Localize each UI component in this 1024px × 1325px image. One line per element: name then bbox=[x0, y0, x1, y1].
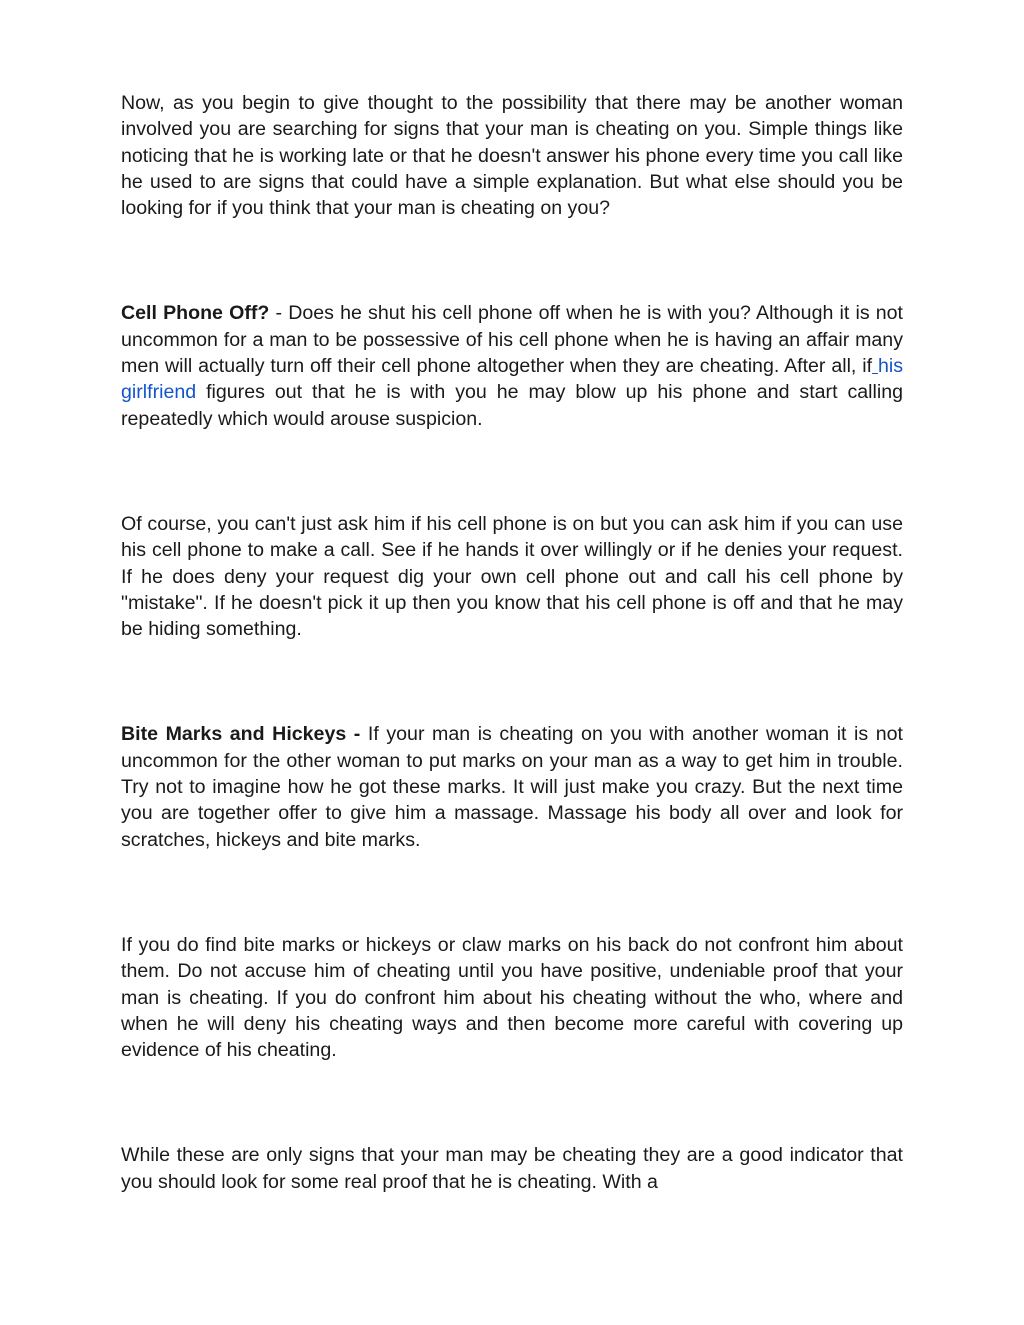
paragraph-confront: If you do find bite marks or hickeys or claw marks on his back do not confront him about them. Do not accuse him of cheating until you have positive, undeniable proof that your man is cheating. If you do confront him about his cheating without the who, where and when he will deny his cheating ways and then become more careful with covering up evidence of his cheating. bbox=[121, 933, 903, 1062]
link-text: his girlfriend bbox=[121, 355, 903, 404]
paragraph-cell-phone bbox=[121, 300, 903, 431]
paragraph-gap bbox=[121, 642, 903, 721]
document-page bbox=[121, 90, 903, 1198]
paragraph-text: figures out that he is with you he may blow up his phone and start calling repeatedly which would arouse suspicion. bbox=[121, 381, 903, 430]
paragraph-text: - Does he shut his cell phone off when he is with you? Although it is not uncommon for a man to be possessive of his cell phone when he is having an affair many men will actually turn off their cell phone altogether when they are cheating. After all, if bbox=[121, 302, 904, 378]
paragraph-bite-marks bbox=[121, 721, 903, 852]
paragraph-gap bbox=[121, 432, 903, 511]
paragraph-ask-phone: Of course, you can't just ask him if his cell phone is on but you can ask him if you can use his cell phone to make a call. See if he hands it over willingly or if he denies your request. If he does deny your request dig your own cell phone out and call his cell phone by "mistake". If he doesn't pick it up then you know that his cell phone is off and that he may be hiding something. bbox=[121, 512, 903, 641]
paragraph-gap bbox=[121, 1063, 903, 1142]
paragraph-clip bbox=[121, 1142, 903, 1198]
paragraph-intro: Now, as you begin to give thought to the possibility that there may be another woman involved you are searching for signs that your man is cheating on you. Simple things like noticing that he is working late or that he doesn't answer his phone every time you call like he used to are signs that could have a simple explanation. But what else should you be looking for if you think that your man is cheating on you? bbox=[121, 92, 903, 220]
section-heading-cell-phone-off: Cell Phone Off? bbox=[121, 302, 270, 325]
paragraph-gap bbox=[121, 853, 903, 932]
paragraph-gap bbox=[121, 221, 903, 300]
section-heading-bite-marks: Bite Marks and Hickeys - bbox=[121, 723, 361, 746]
paragraph-signs-summary: While these are only signs that your man may be cheating they are a good indicator that you should look for some real proof that he is cheating. With a bbox=[121, 1144, 903, 1193]
paragraph-text: If your man is cheating on you with another woman it is not uncommon for the other woman to put marks on your man as a way to get him in trouble. Try not to imagine how he got these marks. It will just make you crazy. But the next time you are together offer to give him a massage. Massage his body all over and look for scratches, hickeys and bite marks. bbox=[121, 723, 903, 851]
